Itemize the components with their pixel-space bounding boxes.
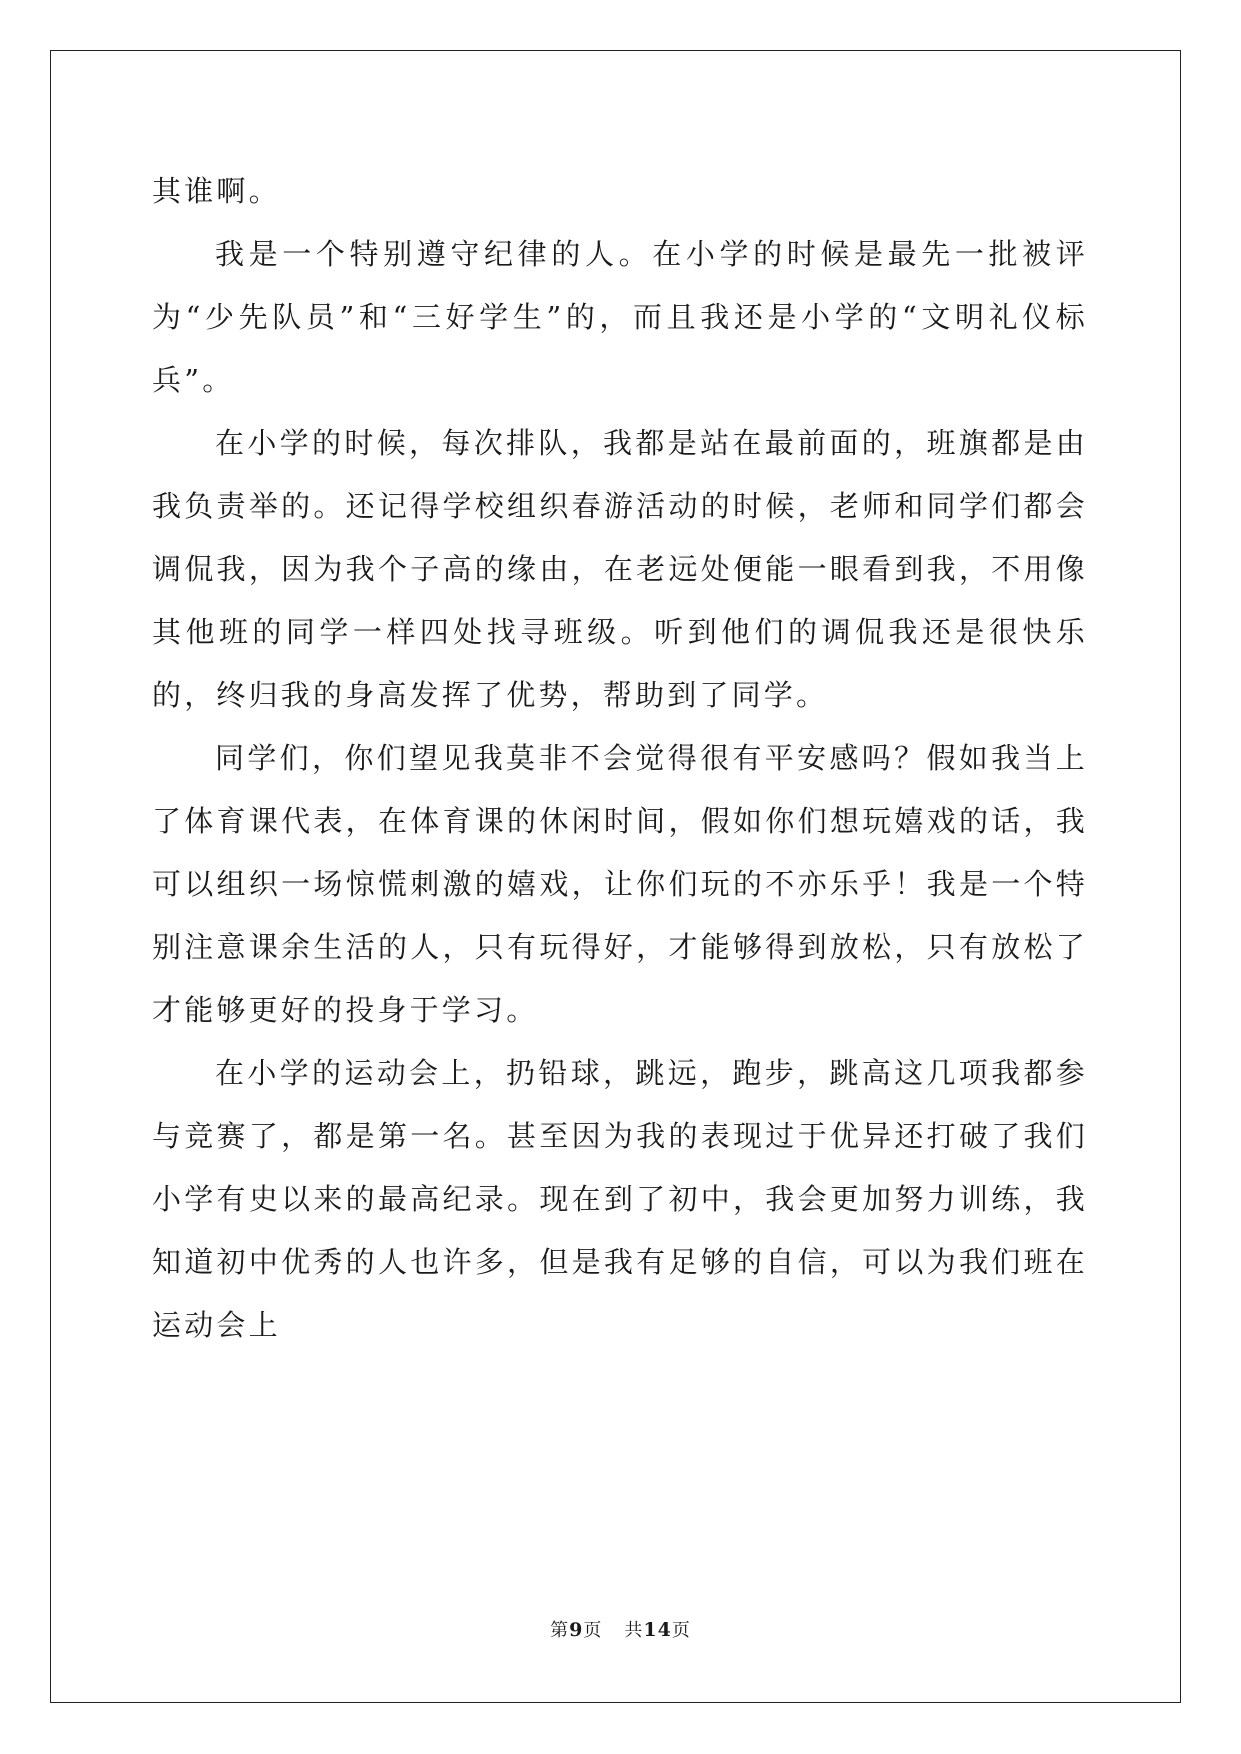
paragraph: 在小学的时候，每次排队，我都是站在最前面的，班旗都是由我负责举的。还记得学校组织春游活动的时候，老师和同学们都会调侃我，因为我个子高的缘由，在老远处便能一眼看到我，不用像其他班的同学一样四处找寻班级。听到他们的调侃我还是很快乐的，终归我的身高发挥了优势，帮助到了同学。 xyxy=(152,426,1088,712)
total-suffix: 页 xyxy=(671,1620,691,1641)
total-prefix: 共 xyxy=(624,1620,644,1641)
paragraph: 我是一个特别遵守纪律的人。在小学的时候是最先一批被评为“少先队员”和“三好学生”的，而且我还是小学的“文明礼仪标兵”。 xyxy=(152,237,1088,397)
paragraph: 其谁啊。 xyxy=(152,174,281,208)
paragraph: 同学们，你们望见我莫非不会觉得很有平安感吗？假如我当上了体育课代表，在体育课的休闲时间，假如你们想玩嬉戏的话，我可以组织一场惊慌刺激的嬉戏，让你们玩的不亦乐乎！我是一个特别注意课余生活的人，只有玩得好，才能够得到放松，只有放松了才能够更好的投身于学习。 xyxy=(152,741,1088,1027)
page-number: 9 xyxy=(569,1619,584,1641)
page-prefix: 第 xyxy=(550,1620,570,1641)
total-pages: 14 xyxy=(643,1619,672,1641)
page-suffix: 页 xyxy=(583,1620,603,1641)
page-footer xyxy=(0,1616,1241,1642)
document-body xyxy=(152,160,1088,1357)
paragraph: 在小学的运动会上，扔铅球，跳远，跑步，跳高这几项我都参与竞赛了，都是第一名。甚至因为我的表现过于优异还打破了我们小学有史以来的最高纪录。现在到了初中，我会更加努力训练，我知道初中优秀的人也许多，但是我有足够的自信，可以为我们班在运动会上 xyxy=(152,1056,1088,1342)
